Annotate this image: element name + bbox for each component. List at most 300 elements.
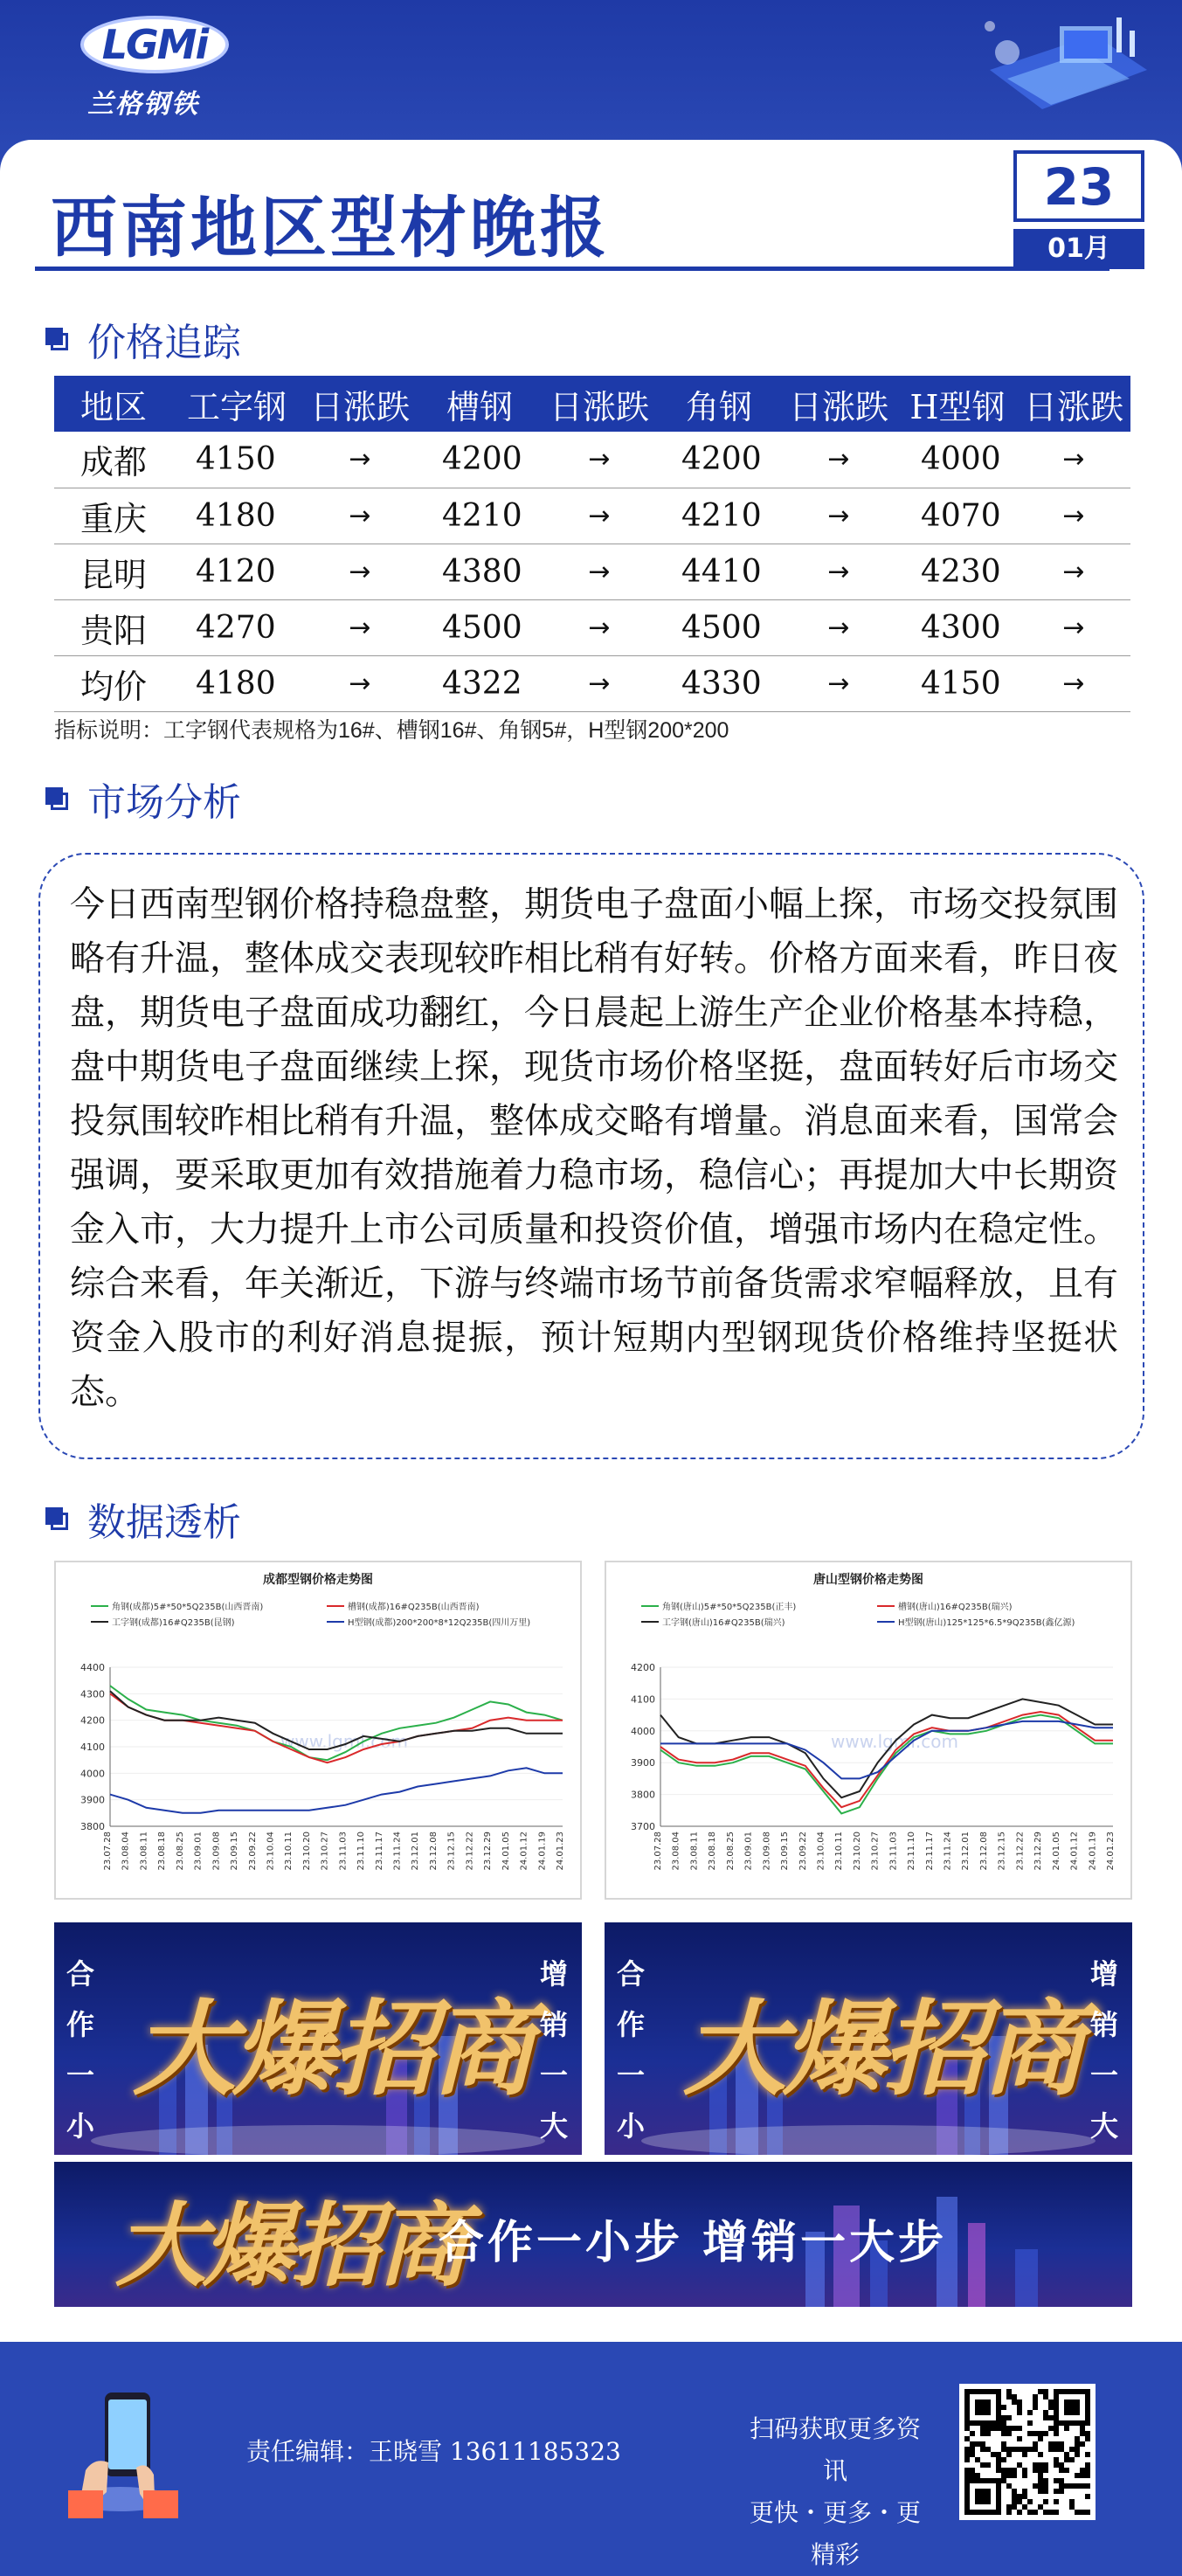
qr-module bbox=[1006, 2389, 1012, 2394]
legend-entry: 角钢(成都)5#*50*5Q235B(山西晋南) bbox=[112, 1603, 264, 1612]
price-cell: 4500 bbox=[419, 599, 540, 655]
x-tick-label: 23.12.29 bbox=[483, 1832, 494, 1871]
change-cell: → bbox=[301, 599, 419, 655]
qr-module bbox=[1048, 2441, 1054, 2447]
qr-module bbox=[1043, 2431, 1048, 2436]
phone-hand-icon bbox=[51, 2387, 190, 2518]
qr-module bbox=[985, 2462, 991, 2468]
change-cell: → bbox=[540, 544, 659, 599]
section-bullet-icon bbox=[45, 787, 68, 810]
table-row bbox=[54, 488, 1130, 544]
qr-module bbox=[964, 2457, 970, 2462]
qr-module bbox=[1006, 2473, 1012, 2478]
y-tick-label: 4100 bbox=[80, 1742, 105, 1753]
price-cell: 4410 bbox=[659, 544, 779, 599]
x-tick-label: 23.08.04 bbox=[121, 1832, 131, 1871]
price-cell: 4210 bbox=[419, 488, 540, 544]
qr-module bbox=[964, 2452, 970, 2457]
table-row bbox=[54, 655, 1130, 711]
qr-module bbox=[1006, 2394, 1012, 2399]
column-header: 地区 bbox=[54, 376, 173, 432]
change-cell: → bbox=[1017, 655, 1130, 711]
qr-module bbox=[1085, 2436, 1090, 2441]
qr-module bbox=[1080, 2431, 1085, 2436]
page-title: 西南地区型材晚报 bbox=[51, 189, 610, 267]
chart-watermark: www.lgmi.com bbox=[831, 1731, 958, 1752]
price-cell: 4330 bbox=[659, 655, 779, 711]
qr-module bbox=[1033, 2510, 1038, 2515]
x-tick-label: 23.10.20 bbox=[301, 1832, 312, 1871]
column-header: H型钢 bbox=[898, 376, 1017, 432]
qr-module bbox=[1017, 2410, 1022, 2415]
x-tick-label: 23.08.18 bbox=[157, 1832, 168, 1871]
x-tick-label: 23.10.04 bbox=[266, 1832, 276, 1871]
promo-banner-wide[interactable] bbox=[54, 2162, 1132, 2307]
x-tick-label: 24.01.05 bbox=[501, 1832, 511, 1871]
promo-left-slogan: 合 作 一 小 bbox=[66, 1957, 94, 2143]
change-cell: → bbox=[301, 432, 419, 488]
qr-module bbox=[1001, 2447, 1006, 2452]
price-cell: 4070 bbox=[898, 488, 1017, 544]
price-cell: 4120 bbox=[173, 544, 301, 599]
x-tick-label: 23.12.29 bbox=[1033, 1832, 1044, 1871]
qr-finder bbox=[975, 2399, 991, 2415]
x-tick-label: 23.10.11 bbox=[834, 1832, 845, 1871]
qr-module bbox=[1059, 2478, 1064, 2483]
scan-line-1: 扫码获取更多资讯 bbox=[749, 2414, 921, 2485]
qr-module bbox=[1017, 2494, 1022, 2499]
qr-module bbox=[1033, 2431, 1038, 2436]
qr-module bbox=[1048, 2405, 1054, 2410]
change-cell: → bbox=[779, 599, 898, 655]
series-line bbox=[660, 1712, 1113, 1807]
header-decoration-graphic bbox=[955, 9, 1156, 140]
promo-headline: 大爆招商 bbox=[115, 2192, 466, 2299]
qr-module bbox=[1080, 2468, 1085, 2473]
qr-module bbox=[996, 2462, 1001, 2468]
x-tick-label: 23.08.11 bbox=[689, 1832, 700, 1871]
qr-module bbox=[1033, 2441, 1038, 2447]
x-tick-label: 23.09.15 bbox=[780, 1832, 791, 1871]
qr-module bbox=[1064, 2452, 1069, 2457]
price-cell: 4000 bbox=[898, 432, 1017, 488]
qr-module bbox=[975, 2473, 980, 2478]
qr-module bbox=[1038, 2462, 1043, 2468]
qr-module bbox=[1054, 2499, 1059, 2504]
qr-module bbox=[1075, 2510, 1080, 2515]
price-cell: 4210 bbox=[659, 488, 779, 544]
region-cell: 均价 bbox=[54, 655, 173, 711]
qr-module bbox=[1001, 2415, 1006, 2420]
change-cell: → bbox=[301, 655, 419, 711]
qr-module bbox=[1027, 2447, 1033, 2452]
promo-headline: 大爆招商 bbox=[683, 1988, 1082, 2109]
column-header: 角钢 bbox=[659, 376, 779, 432]
x-tick-label: 23.09.22 bbox=[798, 1832, 808, 1871]
x-tick-label: 23.12.15 bbox=[997, 1832, 1007, 1871]
y-tick-label: 4300 bbox=[80, 1688, 105, 1700]
promo-right-slogan: 增 销 一 大 bbox=[1089, 1957, 1118, 2143]
qr-module bbox=[1054, 2478, 1059, 2483]
price-cell: 4500 bbox=[659, 599, 779, 655]
qr-module bbox=[991, 2426, 996, 2431]
qr-module bbox=[980, 2426, 985, 2431]
chart-panel-tangshan bbox=[605, 1561, 1132, 1900]
qr-module bbox=[970, 2452, 975, 2457]
qr-module bbox=[1012, 2399, 1017, 2405]
x-tick-label: 23.12.01 bbox=[411, 1832, 421, 1871]
x-tick-label: 23.12.01 bbox=[961, 1832, 971, 1871]
qr-module bbox=[1006, 2504, 1012, 2510]
section-bullet-icon bbox=[45, 1507, 68, 1530]
change-cell: → bbox=[540, 432, 659, 488]
y-tick-label: 4100 bbox=[631, 1693, 655, 1706]
qr-module bbox=[1043, 2468, 1048, 2473]
qr-module bbox=[1006, 2452, 1012, 2457]
qr-module bbox=[1038, 2452, 1043, 2457]
qr-module bbox=[1054, 2510, 1059, 2515]
qr-module bbox=[1080, 2510, 1085, 2515]
qr-module bbox=[1085, 2431, 1090, 2436]
price-cell: 4270 bbox=[173, 599, 301, 655]
legend-entry: 槽钢(成都)16#Q235B(山西晋南) bbox=[348, 1603, 480, 1612]
column-header: 工字钢 bbox=[173, 376, 301, 432]
x-tick-label: 23.10.04 bbox=[816, 1832, 826, 1871]
qr-module bbox=[1038, 2431, 1043, 2436]
qr-module bbox=[1043, 2478, 1048, 2483]
qr-module bbox=[1001, 2426, 1006, 2431]
column-header: 槽钢 bbox=[419, 376, 540, 432]
qr-module bbox=[975, 2441, 980, 2447]
qr-module bbox=[1054, 2447, 1059, 2452]
price-table bbox=[54, 376, 1130, 712]
qr-code[interactable] bbox=[959, 2384, 1096, 2520]
x-tick-label: 24.01.05 bbox=[1051, 1832, 1061, 1871]
data-section-title: 数据透析 bbox=[87, 1500, 241, 1545]
change-cell: → bbox=[540, 488, 659, 544]
qr-module bbox=[1080, 2483, 1085, 2489]
qr-module bbox=[1001, 2431, 1006, 2436]
qr-module bbox=[1022, 2452, 1027, 2457]
qr-module bbox=[1043, 2489, 1048, 2494]
x-tick-label: 23.09.08 bbox=[762, 1832, 772, 1871]
x-tick-label: 24.01.19 bbox=[537, 1832, 548, 1871]
analysis-section-heading bbox=[45, 776, 241, 825]
x-tick-label: 23.09.08 bbox=[211, 1832, 222, 1871]
legend-entry: 工字钢(成都)16#Q235B(昆钢) bbox=[112, 1618, 235, 1628]
qr-module bbox=[1012, 2394, 1017, 2399]
qr-module bbox=[1017, 2447, 1022, 2452]
qr-module bbox=[1085, 2510, 1090, 2515]
qr-module bbox=[1022, 2473, 1027, 2478]
qr-module bbox=[1059, 2462, 1064, 2468]
x-tick-label: 23.08.04 bbox=[671, 1832, 681, 1871]
qr-module bbox=[1027, 2420, 1033, 2426]
qr-module bbox=[1054, 2426, 1059, 2431]
region-cell: 重庆 bbox=[54, 488, 173, 544]
qr-module bbox=[1085, 2473, 1090, 2478]
region-cell: 昆明 bbox=[54, 544, 173, 599]
y-tick-label: 3800 bbox=[631, 1789, 655, 1801]
x-tick-label: 23.08.11 bbox=[139, 1832, 149, 1871]
x-tick-label: 23.12.08 bbox=[978, 1832, 989, 1871]
qr-code-graphic bbox=[964, 2389, 1090, 2515]
legend-entry: 角钢(唐山)5#*50*5Q235B(正丰) bbox=[662, 1603, 797, 1612]
promo-banner-right[interactable] bbox=[605, 1922, 1132, 2155]
qr-module bbox=[1022, 2447, 1027, 2452]
price-cell: 4180 bbox=[173, 488, 301, 544]
qr-module bbox=[980, 2462, 985, 2468]
qr-module bbox=[1006, 2415, 1012, 2420]
promo-left-slogan: 合 作 一 小 bbox=[616, 1957, 645, 2143]
qr-module bbox=[1022, 2504, 1027, 2510]
qr-module bbox=[1001, 2420, 1006, 2426]
y-tick-label: 4200 bbox=[631, 1662, 655, 1673]
price-section-title: 价格追踪 bbox=[87, 321, 241, 365]
price-cell: 4180 bbox=[173, 655, 301, 711]
qr-module bbox=[1012, 2473, 1017, 2478]
x-tick-label: 23.10.27 bbox=[320, 1832, 330, 1871]
qr-module bbox=[1027, 2410, 1033, 2415]
change-cell: → bbox=[779, 655, 898, 711]
legend-entry: H型钢(成都)200*200*8*12Q235B(四川万里) bbox=[348, 1618, 531, 1628]
footer-scan-text bbox=[739, 2408, 931, 2576]
logo-cn-text: 兰格钢铁 bbox=[87, 89, 199, 120]
qr-module bbox=[964, 2426, 970, 2431]
legend-entry: 槽钢(唐山)16#Q235B(瑞兴) bbox=[898, 1603, 1013, 1612]
qr-module bbox=[1085, 2494, 1090, 2499]
qr-module bbox=[1012, 2504, 1017, 2510]
qr-module bbox=[1038, 2473, 1043, 2478]
qr-module bbox=[970, 2431, 975, 2436]
qr-module bbox=[970, 2468, 975, 2473]
promo-right-slogan: 增 销 一 大 bbox=[539, 1957, 568, 2143]
qr-module bbox=[1012, 2499, 1017, 2504]
qr-module bbox=[1038, 2468, 1043, 2473]
qr-module bbox=[1012, 2468, 1017, 2473]
qr-module bbox=[1001, 2468, 1006, 2473]
qr-module bbox=[985, 2431, 991, 2436]
tangshan-price-chart bbox=[606, 1562, 1130, 1898]
x-tick-label: 23.12.08 bbox=[428, 1832, 439, 1871]
column-header: 日涨跌 bbox=[301, 376, 419, 432]
qr-module bbox=[996, 2426, 1001, 2431]
qr-finder bbox=[1064, 2399, 1080, 2415]
x-tick-label: 23.08.25 bbox=[175, 1832, 185, 1871]
x-tick-label: 23.11.17 bbox=[374, 1832, 384, 1871]
y-tick-label: 4400 bbox=[80, 1662, 105, 1673]
qr-module bbox=[1033, 2405, 1038, 2410]
table-row bbox=[54, 544, 1130, 599]
series-line bbox=[110, 1768, 563, 1813]
x-tick-label: 23.12.22 bbox=[465, 1832, 475, 1871]
qr-module bbox=[964, 2473, 970, 2478]
qr-module bbox=[1054, 2489, 1059, 2494]
qr-module bbox=[1033, 2394, 1038, 2399]
qr-module bbox=[991, 2452, 996, 2457]
x-tick-label: 24.01.23 bbox=[556, 1832, 565, 1871]
change-cell: → bbox=[779, 432, 898, 488]
qr-module bbox=[1006, 2447, 1012, 2452]
column-header: 日涨跌 bbox=[540, 376, 659, 432]
qr-module bbox=[1043, 2410, 1048, 2415]
qr-module bbox=[1022, 2489, 1027, 2494]
qr-module bbox=[1080, 2473, 1085, 2478]
y-tick-label: 3700 bbox=[631, 1821, 655, 1832]
title-underline bbox=[35, 267, 1109, 271]
logo-text: LGMi bbox=[101, 21, 208, 68]
x-tick-label: 24.01.12 bbox=[519, 1832, 529, 1871]
qr-module bbox=[1085, 2468, 1090, 2473]
qr-module bbox=[1012, 2489, 1017, 2494]
table-row bbox=[54, 599, 1130, 655]
qr-module bbox=[1048, 2399, 1054, 2405]
qr-module bbox=[1017, 2436, 1022, 2441]
qr-module bbox=[1064, 2483, 1069, 2489]
change-cell: → bbox=[1017, 432, 1130, 488]
region-cell: 成都 bbox=[54, 432, 173, 488]
qr-module bbox=[1017, 2510, 1022, 2515]
x-tick-label: 23.11.03 bbox=[338, 1832, 349, 1871]
qr-module bbox=[970, 2473, 975, 2478]
table-row bbox=[54, 432, 1130, 488]
x-tick-label: 23.12.15 bbox=[446, 1832, 457, 1871]
x-tick-label: 23.09.15 bbox=[230, 1832, 240, 1871]
qr-module bbox=[1001, 2441, 1006, 2447]
chart-title: 成都型钢价格走势图 bbox=[263, 1573, 373, 1587]
x-tick-label: 23.11.03 bbox=[888, 1832, 899, 1871]
qr-module bbox=[1048, 2510, 1054, 2515]
qr-module bbox=[1017, 2426, 1022, 2431]
x-tick-label: 23.11.10 bbox=[907, 1832, 917, 1871]
x-tick-label: 24.01.23 bbox=[1106, 1832, 1116, 1871]
region-cell: 贵阳 bbox=[54, 599, 173, 655]
qr-module bbox=[1043, 2462, 1048, 2468]
qr-module bbox=[1027, 2510, 1033, 2515]
qr-module bbox=[1075, 2483, 1080, 2489]
change-cell: → bbox=[301, 544, 419, 599]
qr-module bbox=[1033, 2447, 1038, 2452]
qr-module bbox=[1048, 2415, 1054, 2420]
qr-module bbox=[1043, 2510, 1048, 2515]
qr-module bbox=[1085, 2483, 1090, 2489]
qr-module bbox=[1017, 2499, 1022, 2504]
promo-wide-slogan: 合作一小步 增销一大步 bbox=[439, 2217, 948, 2269]
section-bullet-icon bbox=[45, 328, 68, 350]
change-cell: → bbox=[540, 655, 659, 711]
change-cell: → bbox=[1017, 599, 1130, 655]
chart-watermark: www.lgmi.com bbox=[280, 1731, 408, 1752]
qr-module bbox=[1043, 2415, 1048, 2420]
qr-module bbox=[1069, 2457, 1075, 2462]
qr-module bbox=[1069, 2483, 1075, 2489]
qr-module bbox=[964, 2436, 970, 2441]
price-cell: 4150 bbox=[898, 655, 1017, 711]
price-cell: 4230 bbox=[898, 544, 1017, 599]
qr-module bbox=[1075, 2473, 1080, 2478]
qr-module bbox=[1001, 2405, 1006, 2410]
date-month: 01月 bbox=[1013, 229, 1144, 269]
legend-entry: H型钢(唐山)125*125*6.5*9Q235B(鑫亿源) bbox=[898, 1618, 1075, 1628]
qr-module bbox=[985, 2447, 991, 2452]
x-tick-label: 23.12.22 bbox=[1015, 1832, 1026, 1871]
qr-module bbox=[1033, 2399, 1038, 2405]
qr-module bbox=[1038, 2436, 1043, 2441]
qr-module bbox=[996, 2452, 1001, 2457]
change-cell: → bbox=[1017, 544, 1130, 599]
qr-module bbox=[1085, 2462, 1090, 2468]
y-tick-label: 4200 bbox=[80, 1714, 105, 1727]
column-header: 日涨跌 bbox=[1017, 376, 1130, 432]
qr-module bbox=[1043, 2499, 1048, 2504]
qr-module bbox=[1017, 2462, 1022, 2468]
qr-module bbox=[1012, 2426, 1017, 2431]
logo-oval bbox=[80, 16, 229, 73]
qr-module bbox=[1001, 2457, 1006, 2462]
qr-module bbox=[1075, 2452, 1080, 2457]
qr-module bbox=[1059, 2447, 1064, 2452]
qr-module bbox=[1001, 2473, 1006, 2478]
qr-module bbox=[1006, 2510, 1012, 2515]
change-cell: → bbox=[540, 599, 659, 655]
qr-module bbox=[1069, 2499, 1075, 2504]
price-table-header bbox=[54, 376, 1130, 432]
qr-module bbox=[964, 2468, 970, 2473]
qr-module bbox=[1006, 2426, 1012, 2431]
qr-module bbox=[1038, 2489, 1043, 2494]
qr-module bbox=[975, 2457, 980, 2462]
qr-module bbox=[1006, 2483, 1012, 2489]
qr-module bbox=[985, 2426, 991, 2431]
qr-module bbox=[1033, 2483, 1038, 2489]
qr-module bbox=[1027, 2499, 1033, 2504]
qr-module bbox=[1054, 2431, 1059, 2436]
date-day: 23 bbox=[1013, 150, 1144, 222]
qr-module bbox=[996, 2457, 1001, 2462]
x-tick-label: 24.01.19 bbox=[1088, 1832, 1098, 1871]
x-tick-label: 23.11.10 bbox=[356, 1832, 367, 1871]
qr-module bbox=[1059, 2489, 1064, 2494]
qr-module bbox=[1001, 2478, 1006, 2483]
chart-title: 唐山型钢价格走势图 bbox=[813, 1573, 923, 1587]
analysis-paragraph: 今日西南型钢价格持稳盘整，期货电子盘面小幅上探，市场交投氛围略有升温，整体成交表现较昨相比稍有好转。价格方面来看，昨日夜盘，期货电子盘面成功翻红，今日晨起上游生产企业价格基本持稳，盘中期货电子盘面继续上探，现货市场价格坚挺，盘面转好后市场交投氛围较昨相比稍有升温，整体成交略有增量。消息面来看，国常会强调，要采取更加有效措施着力稳市场，稳信心；再提加大中长期资金入市，大力提升上市公司质量和投资价值，增强市场内在稳定性。综合来看，年关渐近，下游与终端市场节前备货需求窄幅释放，且有资金入股市的利好消息提振，预计短期内型钢现货价格维持坚挺状态。 bbox=[70, 884, 1118, 1412]
qr-module bbox=[1054, 2457, 1059, 2462]
brand-logo bbox=[80, 16, 229, 120]
price-cell: 4380 bbox=[419, 544, 540, 599]
x-tick-label: 23.10.27 bbox=[870, 1832, 881, 1871]
scan-line-2: 更快・更多・更精彩 bbox=[749, 2498, 921, 2569]
qr-module bbox=[970, 2441, 975, 2447]
qr-module bbox=[1059, 2483, 1064, 2489]
qr-module bbox=[1080, 2426, 1085, 2431]
qr-module bbox=[996, 2468, 1001, 2473]
qr-module bbox=[1059, 2468, 1064, 2473]
qr-module bbox=[1043, 2483, 1048, 2489]
analysis-section-title: 市场分析 bbox=[87, 780, 241, 825]
x-tick-label: 23.09.01 bbox=[743, 1832, 754, 1871]
qr-module bbox=[980, 2441, 985, 2447]
change-cell: → bbox=[1017, 488, 1130, 544]
qr-module bbox=[1064, 2457, 1069, 2462]
promo-banner-left[interactable] bbox=[54, 1922, 582, 2155]
qr-module bbox=[1043, 2389, 1048, 2394]
qr-module bbox=[1064, 2468, 1069, 2473]
qr-module bbox=[1059, 2441, 1064, 2447]
qr-module bbox=[1038, 2483, 1043, 2489]
qr-module bbox=[1043, 2394, 1048, 2399]
price-section-heading bbox=[45, 316, 241, 365]
y-tick-label: 3800 bbox=[80, 1821, 105, 1832]
